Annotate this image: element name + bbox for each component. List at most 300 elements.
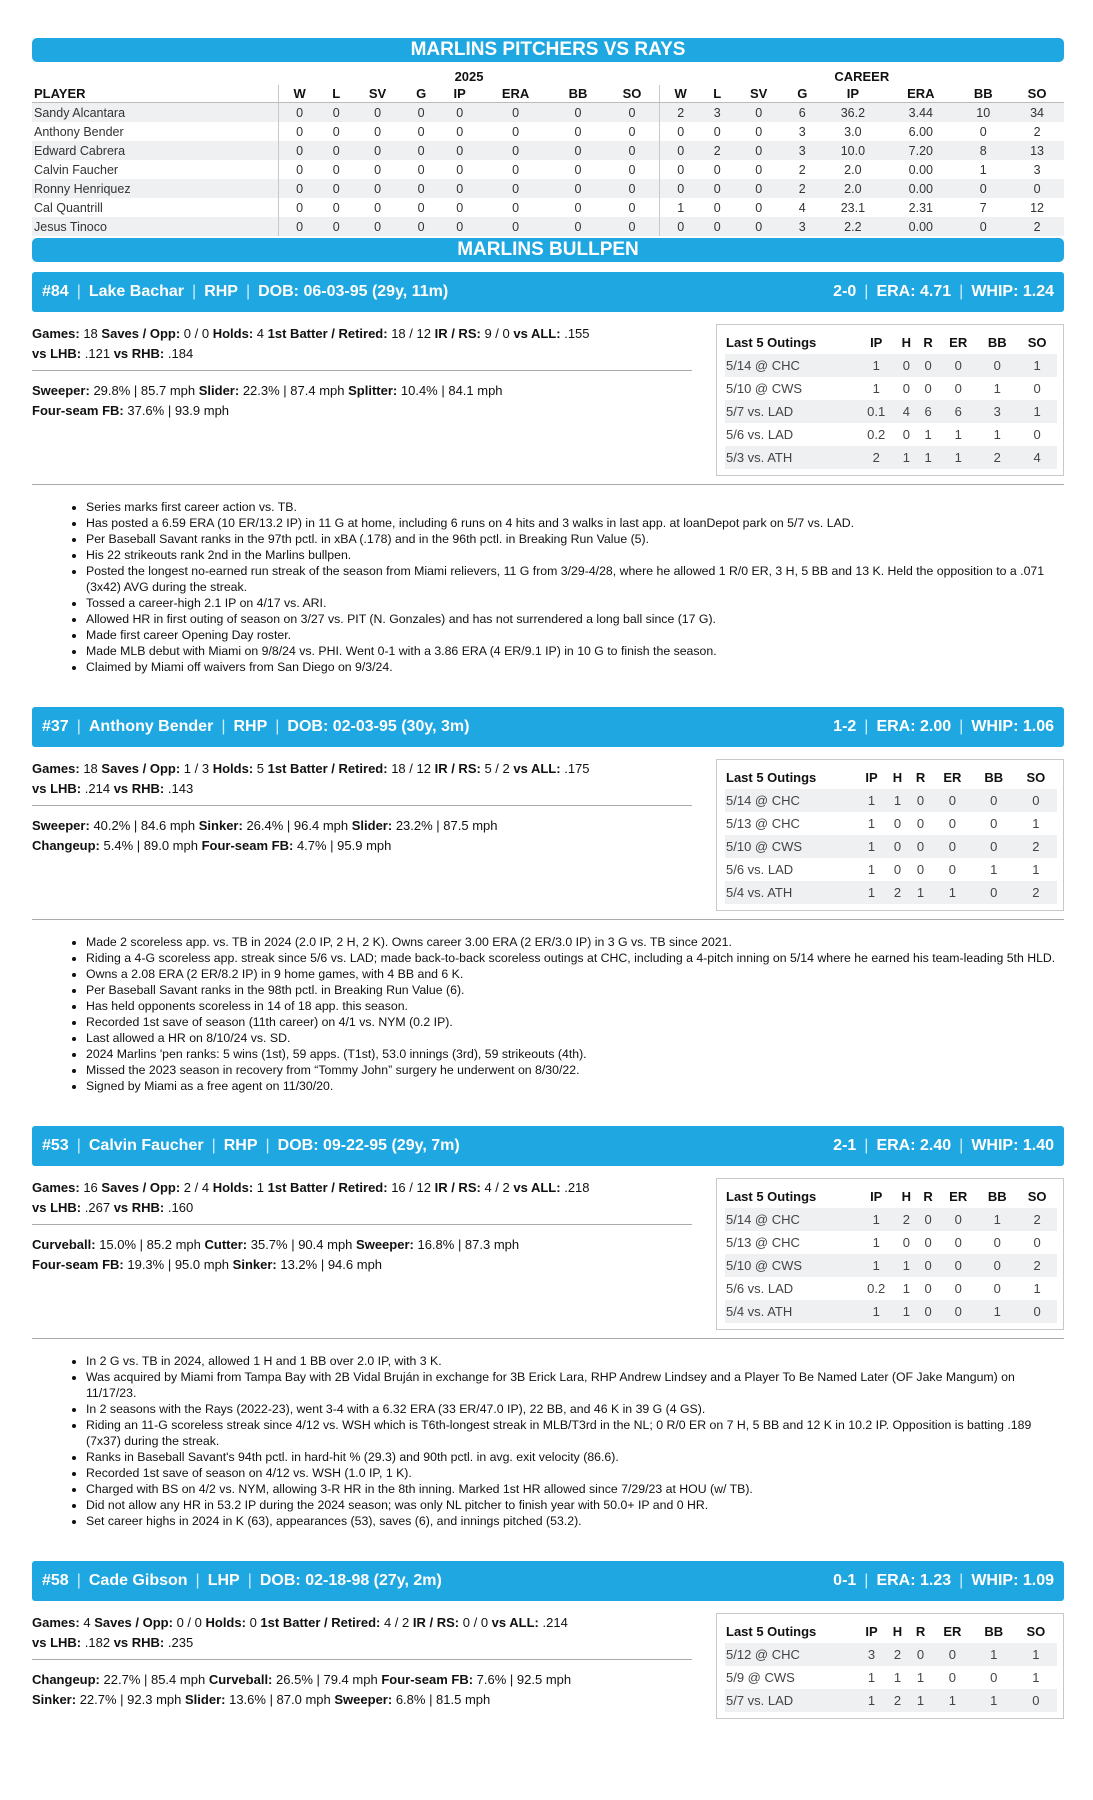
stat-cell: 0 <box>605 179 660 198</box>
stat-cell: 0 <box>701 179 733 198</box>
stat-cell: 0 <box>279 179 321 198</box>
outing-game: 5/6 vs. LAD <box>726 862 794 877</box>
outing-stat: 1 <box>973 1689 1015 1712</box>
outing-stat: 0 <box>886 835 909 858</box>
divider: | <box>864 718 869 735</box>
stat-value: 1 / 3 <box>183 761 210 776</box>
pitcher-card <box>32 1561 1064 1773</box>
stat-cell: 8 <box>956 141 1010 160</box>
outing-game: 5/7 vs. LAD <box>725 400 857 423</box>
outings-col-header: SO <box>1027 1189 1047 1204</box>
notes-list <box>32 1353 1064 1529</box>
year-2025-label: 2025 <box>454 69 484 84</box>
outing-stat: 0 <box>990 1670 998 1685</box>
stat-value: 16 / 12 <box>391 1180 431 1195</box>
note-item: • Signed by Miami as a free agent on 11/30/20. <box>86 1078 1064 1094</box>
pitch-mix-line <box>32 381 692 401</box>
stat-cell: 23.1 <box>840 200 866 215</box>
outings-col-header: SO <box>1026 1624 1046 1639</box>
outing-stat: 1 <box>954 427 962 442</box>
pitch-type: Curveball: <box>32 1237 96 1252</box>
season-record: 2-0 <box>833 283 857 300</box>
outings-col-header: H <box>892 1624 903 1639</box>
outing-stat: 0 <box>948 816 957 831</box>
stat-label: vs RHB: <box>113 781 165 796</box>
stat-cell: 0 <box>733 141 784 160</box>
stat-label: vs LHB: <box>32 1635 82 1650</box>
split-line <box>32 779 692 799</box>
stat-label: IR / RS: <box>434 326 481 341</box>
note-item: • Did not allow any HR in 53.2 IP during the 2024 season; was only NL pitcher to finish year with 50.0+ IP and 0 HR. <box>86 1497 1064 1513</box>
pitch-type: Slider: <box>185 1692 226 1707</box>
stat-cell: 3.0 <box>844 124 862 139</box>
outings-col-header: H <box>901 1189 912 1204</box>
outing-stat: 0 <box>973 789 1015 812</box>
outing-stat: 0 <box>1015 1689 1057 1712</box>
usage-line <box>32 1178 692 1198</box>
stat-value: .235 <box>167 1635 194 1650</box>
col-header: ERA <box>885 85 956 103</box>
stat-value: 4 <box>256 326 265 341</box>
outing-stat: 0 <box>977 1254 1017 1277</box>
outing-stat: 0 <box>1033 427 1041 442</box>
outing-stat: 0 <box>939 1208 977 1231</box>
stat-label: Saves / Opp: <box>94 1615 173 1630</box>
outings-col-header: R <box>923 1189 933 1204</box>
stat-cell: 0 <box>755 124 763 139</box>
outing-stat: 0 <box>895 354 917 377</box>
pitcher-card <box>32 1126 1064 1547</box>
outing-stat: 0 <box>916 862 925 877</box>
col-header: SV <box>733 85 784 103</box>
stat-label: Saves / Opp: <box>101 761 181 776</box>
outing-game: 5/10 @ CWS <box>725 835 857 858</box>
stat-cell: 0 <box>439 179 480 198</box>
pitch-mix-line <box>32 816 692 836</box>
pitch-type: Changeup: <box>32 1672 100 1687</box>
stat-cell: 3.44 <box>885 103 956 123</box>
player-name: Jesus Tinoco <box>32 217 279 236</box>
stat-cell: 0 <box>605 103 660 123</box>
pitch-usage: 16.8% | 87.3 mph <box>417 1237 520 1252</box>
outing-stat: 1 <box>893 1670 902 1685</box>
stat-cell: 1 <box>979 162 987 177</box>
pitch-type: Changeup: <box>32 838 100 853</box>
stat-cell: 0.00 <box>885 217 956 236</box>
outing-row <box>725 446 1057 469</box>
stat-cell: 0 <box>480 179 551 198</box>
outing-stat: 0 <box>993 1235 1001 1250</box>
player-name: Edward Cabrera <box>32 141 279 160</box>
stat-value: .175 <box>564 761 590 776</box>
stat-value: .214 <box>84 781 111 796</box>
stat-cell: 0 <box>332 162 340 177</box>
bullpen-title: MARLINS BULLPEN <box>32 238 1064 262</box>
outing-row <box>725 1643 1057 1666</box>
divider: | <box>275 718 280 735</box>
divider-line <box>32 1659 692 1660</box>
stat-value: 2 / 4 <box>183 1180 210 1195</box>
player-name: Calvin Faucher <box>34 162 119 177</box>
stat-cell: 0 <box>733 179 784 198</box>
outings-col-header: R <box>915 1624 926 1639</box>
pitch-usage: 10.4% | 84.1 mph <box>400 383 503 398</box>
outing-stat: 1 <box>1033 1281 1041 1296</box>
stat-label: Saves / Opp: <box>101 1180 181 1195</box>
outing-stat: 0.2 <box>867 427 886 442</box>
stat-cell: 4 <box>798 200 806 215</box>
stat-cell: 0 <box>979 124 987 139</box>
pitcher-header <box>32 1561 1064 1601</box>
outings-table <box>725 1620 1057 1712</box>
divider: | <box>211 1137 216 1154</box>
stat-cell: 2 <box>660 103 702 123</box>
pitcher-header <box>32 707 1064 747</box>
stat-cell: 2 <box>784 179 820 198</box>
outings-col-header: IP <box>865 1624 878 1639</box>
stat-label: vs ALL: <box>513 1180 561 1195</box>
outing-row <box>725 1208 1057 1231</box>
pitcher-body <box>32 1601 1064 1773</box>
pitch-usage: 23.2% | 87.5 mph <box>395 818 498 833</box>
stat-cell: 0 <box>279 103 321 123</box>
outings-col-header: ER <box>943 770 962 785</box>
stat-value: .218 <box>564 1180 590 1195</box>
col-header: W <box>279 85 321 103</box>
pitcher-body <box>32 312 1064 484</box>
outings-col-header: Last 5 Outings <box>726 1624 817 1639</box>
stat-cell: 2 <box>1033 124 1041 139</box>
stat-cell: 0 <box>480 141 551 160</box>
outing-row <box>725 1254 1057 1277</box>
pitcher-body <box>32 1166 1064 1338</box>
divider: | <box>959 283 964 300</box>
outing-stat: 0 <box>1015 789 1057 812</box>
pitcher-summary <box>833 1126 1054 1166</box>
stat-cell: 0 <box>374 162 382 177</box>
col-header: L <box>701 85 733 103</box>
stat-label: vs LHB: <box>32 1200 82 1215</box>
stat-cell: 0 <box>660 217 702 236</box>
outing-game: 5/13 @ CHC <box>726 1235 800 1250</box>
outing-stat: 1 <box>895 1254 917 1277</box>
stat-cell: 0 <box>352 103 403 123</box>
outing-stat: 0 <box>917 1208 939 1231</box>
stat-cell: 3 <box>784 141 820 160</box>
stat-cell: 1 <box>660 198 702 217</box>
stat-cell: 0 <box>512 200 520 215</box>
outing-stat: 2 <box>886 1643 909 1666</box>
outing-stat: 2 <box>1015 835 1057 858</box>
outing-stat: 1 <box>916 1670 925 1685</box>
outing-stat: 1 <box>902 1281 910 1296</box>
stat-label: 1st Batter / Retired: <box>260 1615 381 1630</box>
stat-cell: 0 <box>551 179 605 198</box>
stat-cell: 0 <box>352 217 403 236</box>
outing-stat: 1 <box>857 1300 895 1323</box>
throwing-hand: LHP <box>207 1572 240 1589</box>
notes-list <box>32 499 1064 675</box>
pitch-usage: 19.3% | 95.0 mph <box>127 1257 230 1272</box>
stat-cell: 0 <box>320 103 352 123</box>
stat-cell: 0 <box>551 217 605 236</box>
table-row <box>32 160 1064 179</box>
outing-stat: 2 <box>886 881 909 904</box>
note-item: • Tossed a career-high 2.1 IP on 4/17 vs. ARI. <box>86 595 1064 611</box>
outings-col-header: BB <box>984 770 1004 785</box>
stat-cell: 0 <box>417 200 425 215</box>
stat-cell: 0 <box>374 200 382 215</box>
pitch-usage: 5.4% | 89.0 mph <box>103 838 198 853</box>
outings-col-header: Last 5 Outings <box>726 1189 817 1204</box>
stat-cell: 3 <box>798 124 806 139</box>
outings-col-header: ER <box>949 1189 968 1204</box>
stat-cell: 0 <box>279 141 321 160</box>
outing-game: 5/7 vs. LAD <box>725 1689 857 1712</box>
stat-cell: 10 <box>956 103 1010 123</box>
stat-cell: 0 <box>279 122 321 141</box>
outings-col-header: ER <box>949 335 968 350</box>
outing-stat: 1 <box>932 881 973 904</box>
stat-cell: 0 <box>439 141 480 160</box>
pitch-mix-line <box>32 836 692 856</box>
pitch-usage: 35.7% | 90.4 mph <box>250 1237 353 1252</box>
outing-stat: 6 <box>917 400 939 423</box>
player-name: Cal Quantrill <box>34 200 103 215</box>
outing-row <box>725 812 1057 835</box>
outing-stat: 0 <box>893 862 902 877</box>
table-row <box>32 198 1064 217</box>
note-item: • Posted the longest no-earned run streak of the season from Miami relievers, 11 G from 3/29-4/28, where he allowed 1 R/0 ER, 3 H, 5 BB and 13 K. Held the opposition to a .071 (3x42) AVG during the streak. <box>86 563 1064 595</box>
usage-line <box>32 324 692 344</box>
stat-cell: 0 <box>403 179 439 198</box>
stat-cell: 10.0 <box>820 141 885 160</box>
pitch-type: Sweeper: <box>32 818 90 833</box>
note-item: • Owns a 2.08 ERA (2 ER/8.2 IP) in 9 home games, with 4 BB and 6 K. <box>86 966 1064 982</box>
outing-stat: 2 <box>895 1208 917 1231</box>
stat-value: 5 / 2 <box>484 761 510 776</box>
pitch-type: Cutter: <box>204 1237 248 1252</box>
outing-row <box>725 354 1057 377</box>
stat-cell: 0 <box>574 162 582 177</box>
stat-cell: 0 <box>733 103 784 123</box>
date-of-birth: DOB: 09-22-95 (29y, 7m) <box>277 1137 460 1154</box>
outing-row <box>725 789 1057 812</box>
stat-value: 0 / 0 <box>462 1615 489 1630</box>
stat-cell: 0 <box>279 160 321 179</box>
stat-cell: 3 <box>701 103 733 123</box>
outings-col-header: BB <box>984 1624 1004 1639</box>
stat-cell: 0 <box>352 179 403 198</box>
outing-row <box>725 1300 1057 1323</box>
outing-stat: 2 <box>977 446 1017 469</box>
outing-stat: 1 <box>990 862 998 877</box>
outing-game: 5/10 @ CWS <box>726 381 803 396</box>
outing-row <box>725 835 1057 858</box>
outing-stat: 2 <box>1017 1208 1057 1231</box>
career-label: CAREER <box>834 69 890 84</box>
pitch-mix-line <box>32 1255 692 1275</box>
divider: | <box>864 283 869 300</box>
stat-value: .182 <box>84 1635 111 1650</box>
outing-row <box>725 423 1057 446</box>
pitch-mix-line <box>32 1670 692 1690</box>
outing-stat: 1 <box>1017 400 1057 423</box>
outing-stat: 1 <box>977 1208 1017 1231</box>
stat-cell: 0 <box>320 141 352 160</box>
outing-stat: 1 <box>1032 816 1040 831</box>
outings-col-header: IP <box>865 770 878 785</box>
outing-stat: 1 <box>917 446 939 469</box>
stat-value: .214 <box>542 1615 568 1630</box>
stat-cell: 0 <box>332 200 340 215</box>
stat-cell: 0 <box>279 198 321 217</box>
season-era: ERA: 2.00 <box>876 718 952 735</box>
col-header: G <box>403 85 439 103</box>
stat-cell: 0 <box>574 200 582 215</box>
stat-cell: 0 <box>403 103 439 123</box>
outing-stat: 1 <box>872 381 880 396</box>
pitch-usage: 6.8% | 81.5 mph <box>395 1692 491 1707</box>
col-header: IP <box>439 85 480 103</box>
stat-cell: 2.0 <box>820 179 885 198</box>
outing-game: 5/14 @ CHC <box>725 789 857 812</box>
stat-cell: 2 <box>1010 217 1064 236</box>
outing-row <box>725 1689 1057 1712</box>
stat-cell: 0 <box>1010 179 1064 198</box>
outing-row <box>725 400 1057 423</box>
stat-cell: 13 <box>1010 141 1064 160</box>
stat-cell: 0 <box>417 162 425 177</box>
stat-value: .184 <box>167 346 194 361</box>
player-name: Sandy Alcantara <box>32 103 279 123</box>
throwing-hand: RHP <box>223 1137 258 1154</box>
outing-stat: 1 <box>1032 1670 1040 1685</box>
pitch-type: Slider: <box>198 383 240 398</box>
outing-stat: 0 <box>973 835 1015 858</box>
split-line <box>32 344 692 364</box>
stat-value: .155 <box>564 326 590 341</box>
stat-cell: 0 <box>512 124 520 139</box>
outing-stat: 0 <box>939 1300 977 1323</box>
stat-value: .121 <box>84 346 111 361</box>
stat-cell: 0 <box>574 124 582 139</box>
stat-label: 1st Batter / Retired: <box>267 761 388 776</box>
outing-stat: 1 <box>1015 1643 1057 1666</box>
stat-label: vs ALL: <box>491 1615 539 1630</box>
outing-stat: 0 <box>902 1235 910 1250</box>
pitch-usage: 22.3% | 87.4 mph <box>242 383 345 398</box>
pitch-type: Sweeper: <box>356 1237 414 1252</box>
stat-cell: 0 <box>660 122 702 141</box>
outing-stat: 3 <box>857 1643 886 1666</box>
jersey-number: #84 <box>42 283 69 300</box>
outing-stat: 0 <box>954 1281 962 1296</box>
outing-stat: 1 <box>909 881 932 904</box>
pitch-type: Four-seam FB: <box>32 403 124 418</box>
outing-game: 5/13 @ CHC <box>726 816 800 831</box>
outing-stat: 0 <box>973 881 1015 904</box>
stat-label: IR / RS: <box>434 1180 481 1195</box>
outing-stat: 1 <box>895 446 917 469</box>
stat-cell: 2.2 <box>820 217 885 236</box>
divider-line <box>32 370 692 371</box>
stat-cell: 0 <box>456 162 464 177</box>
stat-cell: 0 <box>956 179 1010 198</box>
stat-value: 4 / 2 <box>383 1615 410 1630</box>
stat-cell: 2.31 <box>908 200 934 215</box>
stat-cell: 6.00 <box>908 124 934 139</box>
note-item: • Has posted a 6.59 ERA (10 ER/13.2 IP) in 11 G at home, including 6 runs on 4 hits and 3 walks in last app. at loanDepot park on 5/7 vs. LAD. <box>86 515 1064 531</box>
stat-cell: 0 <box>403 141 439 160</box>
outing-stat: 0 <box>917 1254 939 1277</box>
stat-label: Games: <box>32 326 80 341</box>
pitcher-summary <box>833 272 1054 312</box>
outing-stat: 0 <box>916 816 925 831</box>
outings-col-header: BB <box>987 1189 1007 1204</box>
split-line <box>32 1198 692 1218</box>
stat-label: vs LHB: <box>32 346 82 361</box>
outing-stat: 0 <box>948 1670 957 1685</box>
pitch-usage: 4.7% | 95.9 mph <box>296 838 392 853</box>
outings-col-header: BB <box>987 335 1007 350</box>
stat-cell: 0 <box>713 162 721 177</box>
outing-row <box>725 881 1057 904</box>
season-era: ERA: 2.40 <box>876 1137 952 1154</box>
notes-list <box>32 934 1064 1094</box>
outing-stat: 0 <box>924 381 932 396</box>
note-item: • Charged with BS on 4/2 vs. NYM, allowing 3-R HR in the 8th inning. Marked 1st HR allowed since 7/29/23 at HOU (w/ TB). <box>86 1481 1064 1497</box>
stat-value: 4 / 2 <box>484 1180 510 1195</box>
note-item: • Series marks first career action vs. TB. <box>86 499 1064 515</box>
outing-stat: 2 <box>1017 1254 1057 1277</box>
divider: | <box>265 1137 270 1154</box>
stat-cell: 3 <box>784 217 820 236</box>
divider: | <box>959 1137 964 1154</box>
outing-stat: 6 <box>939 400 977 423</box>
divider: | <box>247 1572 252 1589</box>
stat-label: Holds: <box>212 1180 254 1195</box>
pitcher-identity <box>42 1561 442 1601</box>
note-item: • In 2 seasons with the Rays (2022-23), went 3-4 with a 6.32 ERA (33 ER/47.0 IP), 22 BB, and 46 K in 39 G (4 GS). <box>86 1401 1064 1417</box>
note-item: • Has held opponents scoreless in 14 of 18 app. this season. <box>86 998 1064 1014</box>
stat-cell: 0 <box>320 217 352 236</box>
stat-cell: 0 <box>755 200 763 215</box>
season-whip: WHIP: 1.24 <box>971 283 1054 300</box>
outing-row <box>725 377 1057 400</box>
stat-cell: 2 <box>701 141 733 160</box>
stat-label: Holds: <box>212 761 254 776</box>
outing-row <box>725 1231 1057 1254</box>
pitch-type: Sweeper: <box>334 1692 393 1707</box>
matchup-title: MARLINS PITCHERS VS RAYS <box>32 38 1064 62</box>
note-item: • Claimed by Miami off waivers from San Diego on 9/3/24. <box>86 659 1064 675</box>
matchup-table <box>32 68 1064 236</box>
stat-cell: 0.00 <box>908 162 934 177</box>
note-item: • Was acquired by Miami from Tampa Bay with 2B Vidal Bruján in exchange for 3B Erick Lara, RHP Andrew Lindsey and a Player To Be Named Later (OF Jake Mangum) on 11/17/23. <box>86 1369 1064 1401</box>
pitch-type: Slider: <box>351 818 393 833</box>
outing-game: 5/9 @ CWS <box>726 1670 795 1685</box>
outing-stat: 3 <box>977 400 1017 423</box>
outing-stat: 4 <box>1017 446 1057 469</box>
stat-value: 18 <box>83 326 98 341</box>
table-row <box>32 179 1064 198</box>
stat-cell: 0 <box>660 141 702 160</box>
stat-label: Games: <box>32 1615 80 1630</box>
outing-stat: 2 <box>886 1689 909 1712</box>
outing-stat: 0 <box>932 1643 973 1666</box>
last-5-outings <box>716 1613 1064 1719</box>
